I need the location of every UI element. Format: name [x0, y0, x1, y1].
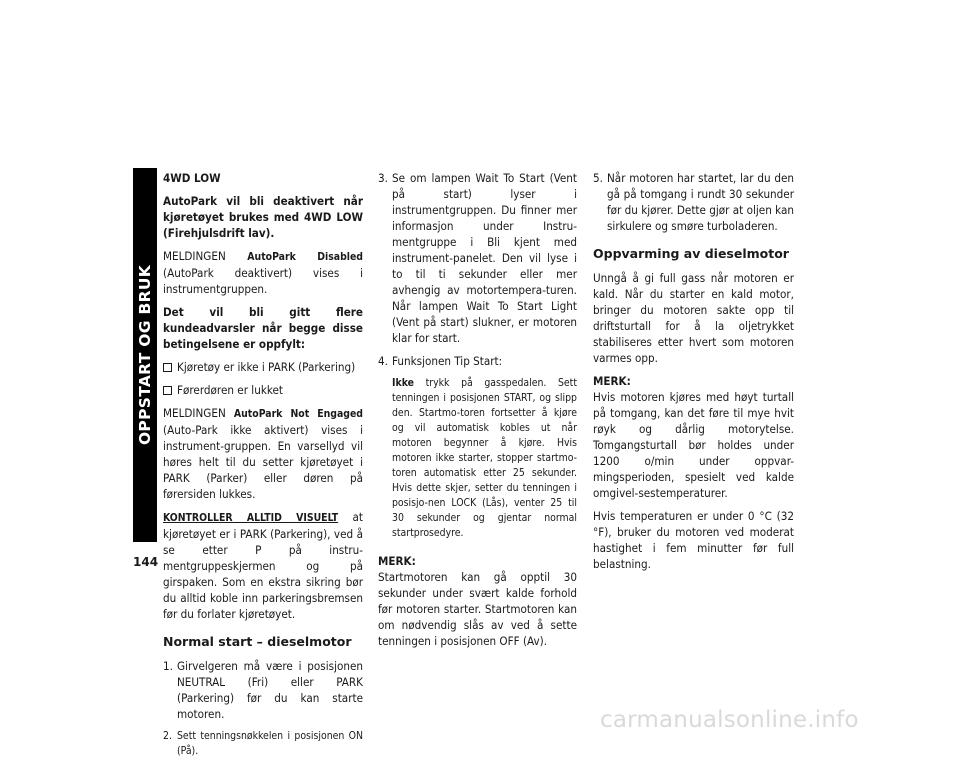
list-item: Kjøretøy er ikke i PARK (Parkering) [163, 359, 363, 375]
heading-warmup: Oppvarming av dieselmotor [593, 246, 789, 261]
tip-start-description: Ikke trykk på gasspedalen. Sett tenningen i posisjonen START, og slipp den. Startmo-toren fortsetter å kjøre og vil automatisk kobles ut når motoren begynner å kjøre. Hvis motoren ikke starter, stopper startmo-toren automatisk etter 25 sekunder. Hvis dette skjer, setter du tenningen i posisjo-nen LOCK (Lås), venter 25 til 30 sekunder og gjentar normal startprosedyre. [392, 377, 577, 539]
heading-normal-start: Normal start – dieselmotor [163, 634, 352, 649]
watermark-text: carmanualsonline.info [600, 707, 859, 733]
checkbox-square-icon [163, 363, 172, 372]
check-visually-paragraph: KONTROLLER ALLTID VISUELT at kjøretøyet er i PARK (Parkering), ved å se etter P på instru-mentgruppeskjermen og på girspaken. Som en ekstra sikring bør du alltid koble inn parkeringsbremsen før du forlater kjøretøyet. [163, 510, 363, 621]
step-4: 4. Funksjonen Tip Start: [378, 354, 503, 368]
warmup-paragraph: Unngå å gi full gass når motoren er kald. Når du starter en kald motor, bringer du motoren sakte opp til driftsturtall for å la oljetrykket stabiliseres etter hvert som motoren varmes opp. [593, 271, 794, 365]
note-text: Startmotoren kan gå opptil 30 sekunder under svært kalde forhold før motoren starter. Startmotoren kan om nødvendig slås av ved å sette tenningen i posisjonen OFF (Av). [378, 570, 577, 648]
page-number: 144 [133, 555, 159, 569]
note-text: Hvis motoren kjøres med høyt turtall på tomgang, kan det føre til mye hvit røyk og dårlig motorytelse. Tomgangsturtall bør holdes under 1200 o/min under oppvar-mingsperioden, spesielt ved kalde omgivel-sestemperaturer. [593, 390, 794, 500]
note-label: MERK: [378, 554, 416, 568]
note-label: MERK: [593, 374, 631, 388]
checkbox-square-icon [163, 386, 172, 395]
autopark-warning: AutoPark vil bli deaktivert når kjøretøyet brukes med 4WD LOW (Firehjulsdrift lav). [163, 194, 363, 240]
column-2 [378, 170, 577, 656]
heading-4wd-low: 4WD LOW [163, 171, 221, 185]
step-1: 1. Girvelgeren må være i posisjonen NEUTRAL (Fri) eller PARK (Parkering) før du kan starte motoren. [163, 659, 363, 721]
step-5: 5. Når motoren har startet, lar du den gå på tomgang i rundt 30 sekunder før du kjører. Dette gjør at oljen kan sirkulere og smøre turboladeren. [593, 171, 794, 233]
column-1 [163, 170, 363, 766]
section-title: OPPSTART OG BRUK [136, 264, 154, 446]
column-3 [593, 170, 794, 579]
message-autopark-not-engaged: MELDINGEN AutoPark Not Engaged (Auto-Park ikke aktivert) vises i instrument-gruppen. En varsellyd vil høres helt til du setter kjøretøyet i PARK (Parker) eller døren på førersiden lukkes. [163, 406, 363, 501]
step-3: 3. Se om lampen Wait To Start (Vent på start) lyser i instrumentgruppen. Du finner mer informasjon under Instru-mentgruppe i Bli kjent med instrument-panelet. Den vil lyse i to til ti sekunder eller mer avhengig av motortempera-turen. Når lampen Wait To Start Light (Vent på start) slukner, er motoren klar for start. [378, 171, 577, 345]
conditions-heading: Det vil bli gitt flere kundeadvarsler når begge disse betingelsene er oppfylt: [163, 305, 363, 351]
list-item: Førerdøren er lukket [163, 382, 363, 398]
step-2: 2. Sett tenningsnøkkelen i posisjonen ON (På). [163, 730, 363, 757]
temperature-paragraph: Hvis temperaturen er under 0 °C (32 °F), bruker du motoren ved moderat hastighet i fem minutter før full belastning. [593, 509, 794, 571]
message-autopark-disabled: MELDINGEN AutoPark Disabled (AutoPark deaktivert) vises i instrumentgruppen. [163, 249, 363, 296]
